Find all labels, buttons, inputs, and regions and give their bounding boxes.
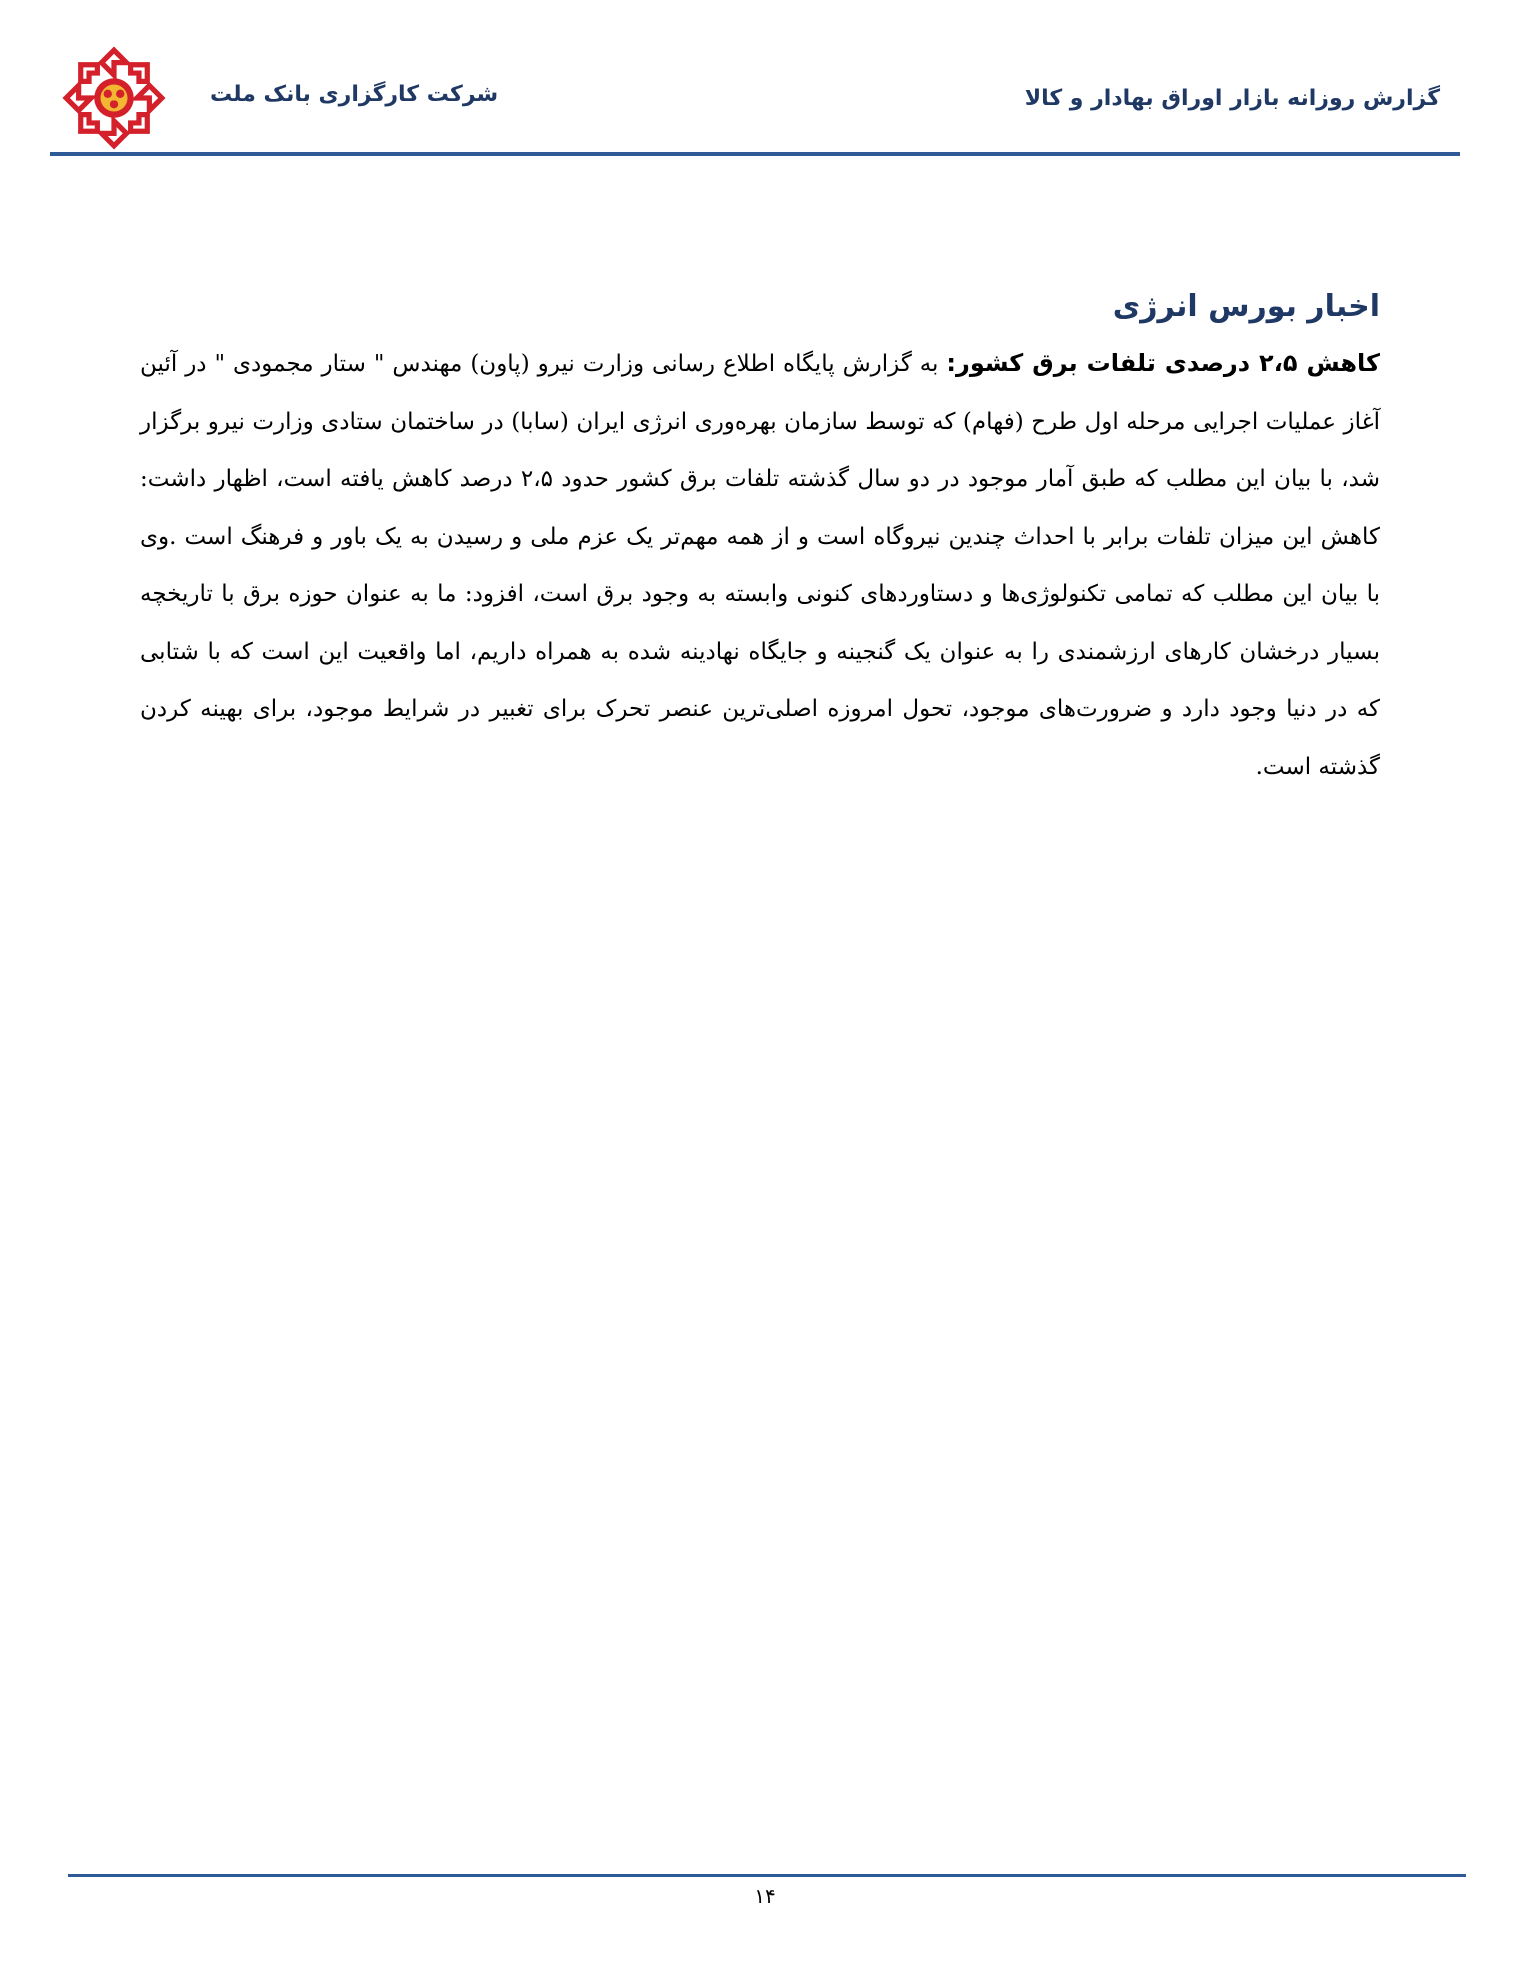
page-number: ۱۴ (754, 1884, 776, 1908)
bank-mellat-logo-icon (62, 46, 166, 150)
report-title: گزارش روزانه بازار اوراق بهادار و کالا (1024, 86, 1440, 111)
section-title: اخبار بورس انرژی (1112, 289, 1380, 324)
footer-divider (68, 1874, 1466, 1877)
news-paragraph (140, 335, 1380, 796)
news-body: به گزارش پایگاه اطلاع رسانی وزارت نیرو (پاون) مهندس " ستار مجمودی " در آئین آغاز عملیات اجرایی مرحله اول طرح (فهام) که توسط سازمان بهره‌وری انرژی ایران (سابا) در ساختمان ستادی وزارت نیرو برگزار شد، با بیان این مطلب که طبق آمار موجود در دو سال گذشته تلفات برق کشور حدود ۲،۵ درصد کاهش یافته است، اظهار داشت: کاهش این میزان تلفات برابر با احداث چندین نیروگاه است و از همه مهم‌تر یک عزم ملی و رسیدن به یک باور و فرهنگ است .وی با بیان این مطلب که تمامی تکنولوژی‌ها و دستاوردهای کنونی وابسته به وجود برق است، افزود: ما به عنوان حوزه برق با تاریخچه بسیار درخشان کارهای ارزشمندی را به عنوان یک گنجینه و جایگاه نهادینه شده به همراه داریم، اما واقعیت این است که با شتابی که در دنیا وجود دارد و ضرورت‌های موجود، تحول امروزه اصلی‌ترین عنصر تحرک برای تغبیر در شرایط موجود، برای بهینه کردن گذشته است. (140, 351, 1380, 780)
page-header (0, 0, 1530, 160)
main-content (140, 285, 1380, 796)
news-headline: کاهش ۲،۵ درصدی تلفات برق کشور: (946, 349, 1380, 377)
company-name: شرکت کارگزاری بانک ملت (210, 82, 499, 107)
header-divider (50, 152, 1460, 156)
